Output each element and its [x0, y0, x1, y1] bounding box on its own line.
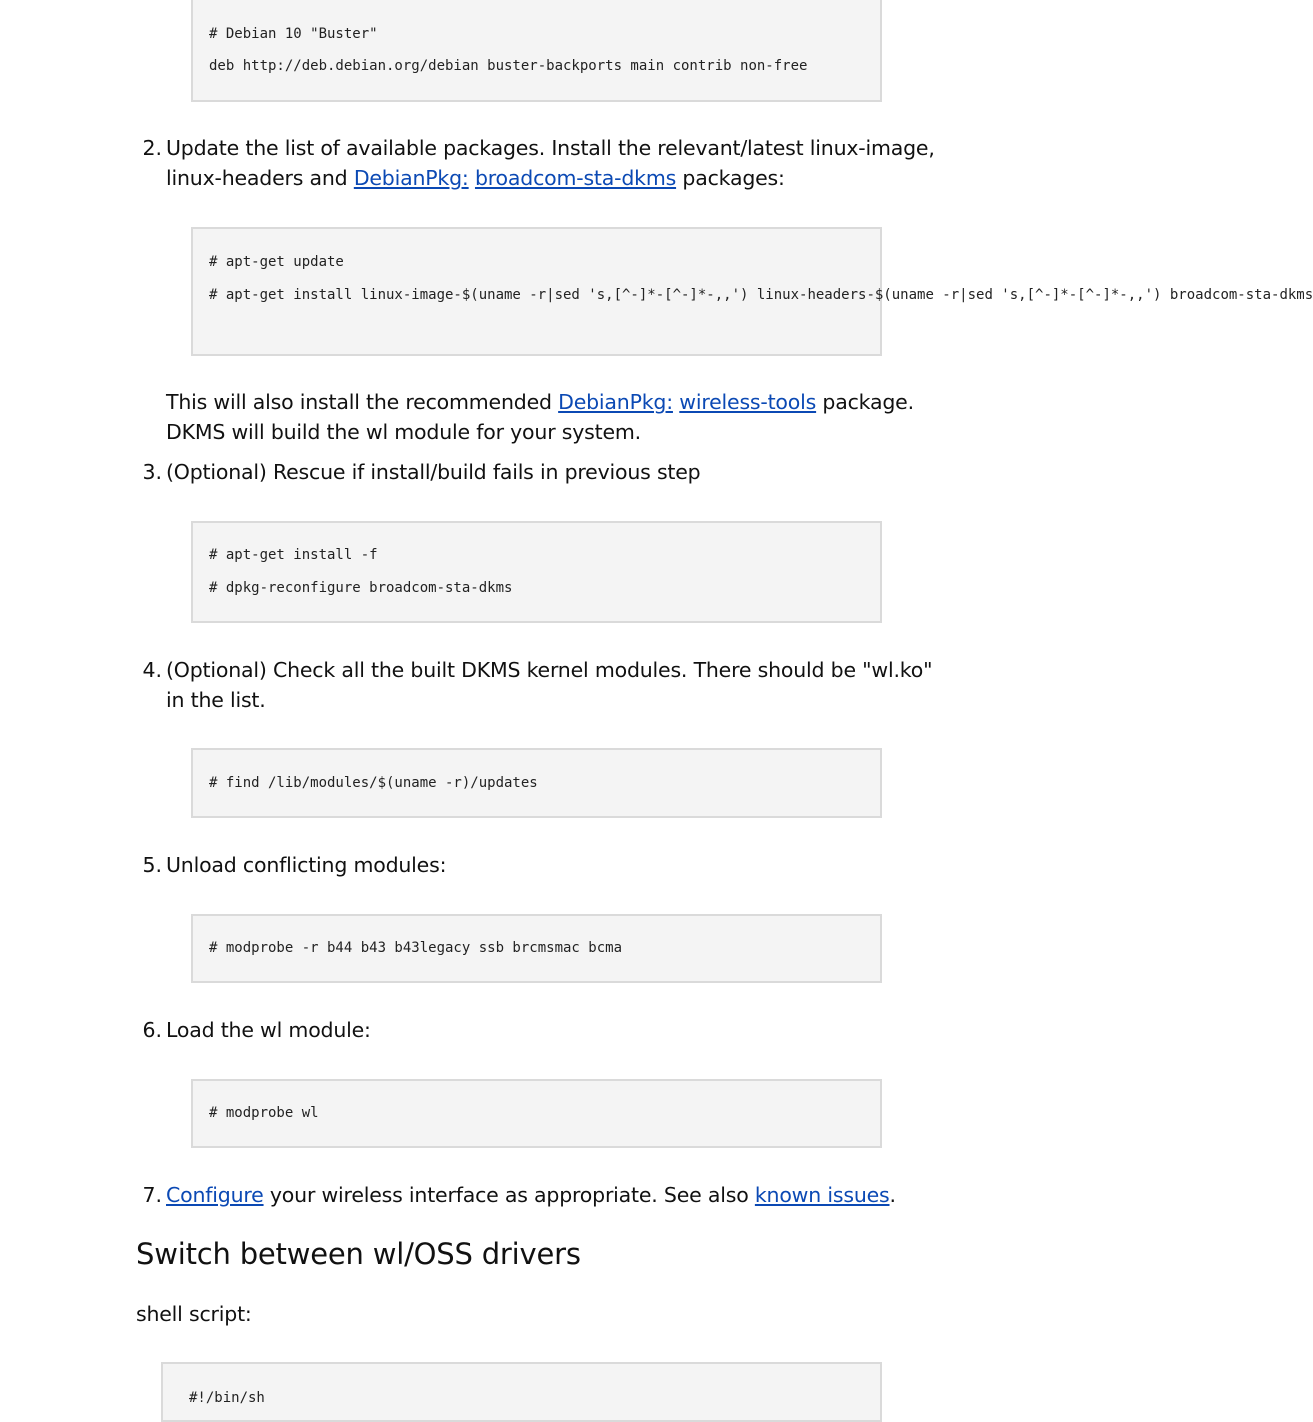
- step-2-line2-prefix: linux-headers and: [166, 166, 354, 190]
- known-issues-link[interactable]: known issues: [754, 1183, 890, 1207]
- code-block-unload: [191, 914, 882, 983]
- shell-script-label: shell script:: [136, 1302, 252, 1326]
- wireless-tools-link[interactable]: wireless-tools: [679, 390, 817, 414]
- code-line: # apt-get install linux-image-$(uname -r|sed 's,[^-]*-[^-]*-,,') linux-headers-$(uname -r|sed 's,[^-]*-[^-]*-,,') broadcom-sta-dkms: [209, 287, 1313, 303]
- step-3-text: (Optional) Rescue if install/build fails in previous step: [166, 460, 701, 484]
- step-7-suffix: .: [889, 1183, 896, 1207]
- code-line: # modprobe wl: [209, 1105, 319, 1121]
- section-heading: Switch between wl/OSS drivers: [136, 1237, 581, 1271]
- step-4-text: [166, 655, 932, 715]
- step-number: 6.: [142, 1018, 162, 1042]
- step-number: 3.: [142, 460, 162, 484]
- code-line: # apt-get install -f: [209, 547, 378, 563]
- code-block-shell-script: [161, 1362, 882, 1422]
- code-line: #!/bin/sh: [189, 1390, 265, 1406]
- code-line: # dpkg-reconfigure broadcom-sta-dkms: [209, 580, 513, 596]
- step-6-text: Load the wl module:: [166, 1018, 371, 1042]
- code-line: # Debian 10 "Buster": [209, 26, 378, 42]
- step-5-text: Unload conflicting modules:: [166, 853, 447, 877]
- step-2-note-line2: DKMS will build the wl module for your system.: [166, 420, 641, 444]
- code-block-sources-list: [191, 0, 882, 102]
- step-number: 2.: [142, 136, 162, 160]
- step-7-middle: your wireless interface as appropriate. See also: [263, 1183, 755, 1207]
- step-4-line1: (Optional) Check all the built DKMS kernel modules. There should be "wl.ko": [166, 658, 933, 682]
- code-line: # find /lib/modules/$(uname -r)/updates: [209, 775, 538, 791]
- step-2-text: [166, 133, 935, 193]
- step-2-line1: Update the list of available packages. Install the relevant/latest linux-image,: [166, 136, 935, 160]
- broadcom-sta-dkms-link[interactable]: broadcom-sta-dkms: [474, 166, 677, 190]
- code-block-install: [191, 227, 1313, 356]
- step-number: 4.: [142, 658, 162, 682]
- step-2-note-prefix: This will also install the recommended: [166, 390, 559, 414]
- debianpkg-link[interactable]: DebianPkg:: [558, 390, 673, 414]
- configure-link[interactable]: Configure: [166, 1183, 264, 1207]
- step-2-note-suffix: package.: [816, 390, 914, 414]
- code-line: deb http://deb.debian.org/debian buster-backports main contrib non-free: [209, 58, 808, 74]
- step-2-line2-suffix: packages:: [676, 166, 785, 190]
- code-block-load: [191, 1079, 882, 1148]
- code-line: # modprobe -r b44 b43 b43legacy ssb brcmsmac bcma: [209, 940, 623, 956]
- step-number: 5.: [142, 853, 162, 877]
- code-block-find: [191, 748, 882, 818]
- code-block-rescue: [191, 521, 882, 623]
- code-line: # apt-get update: [209, 254, 344, 270]
- step-4-line2: in the list.: [166, 688, 266, 712]
- step-2-note: [166, 387, 914, 447]
- debianpkg-link[interactable]: DebianPkg:: [353, 166, 469, 190]
- step-7-text: [166, 1180, 896, 1210]
- step-number: 7.: [142, 1183, 162, 1207]
